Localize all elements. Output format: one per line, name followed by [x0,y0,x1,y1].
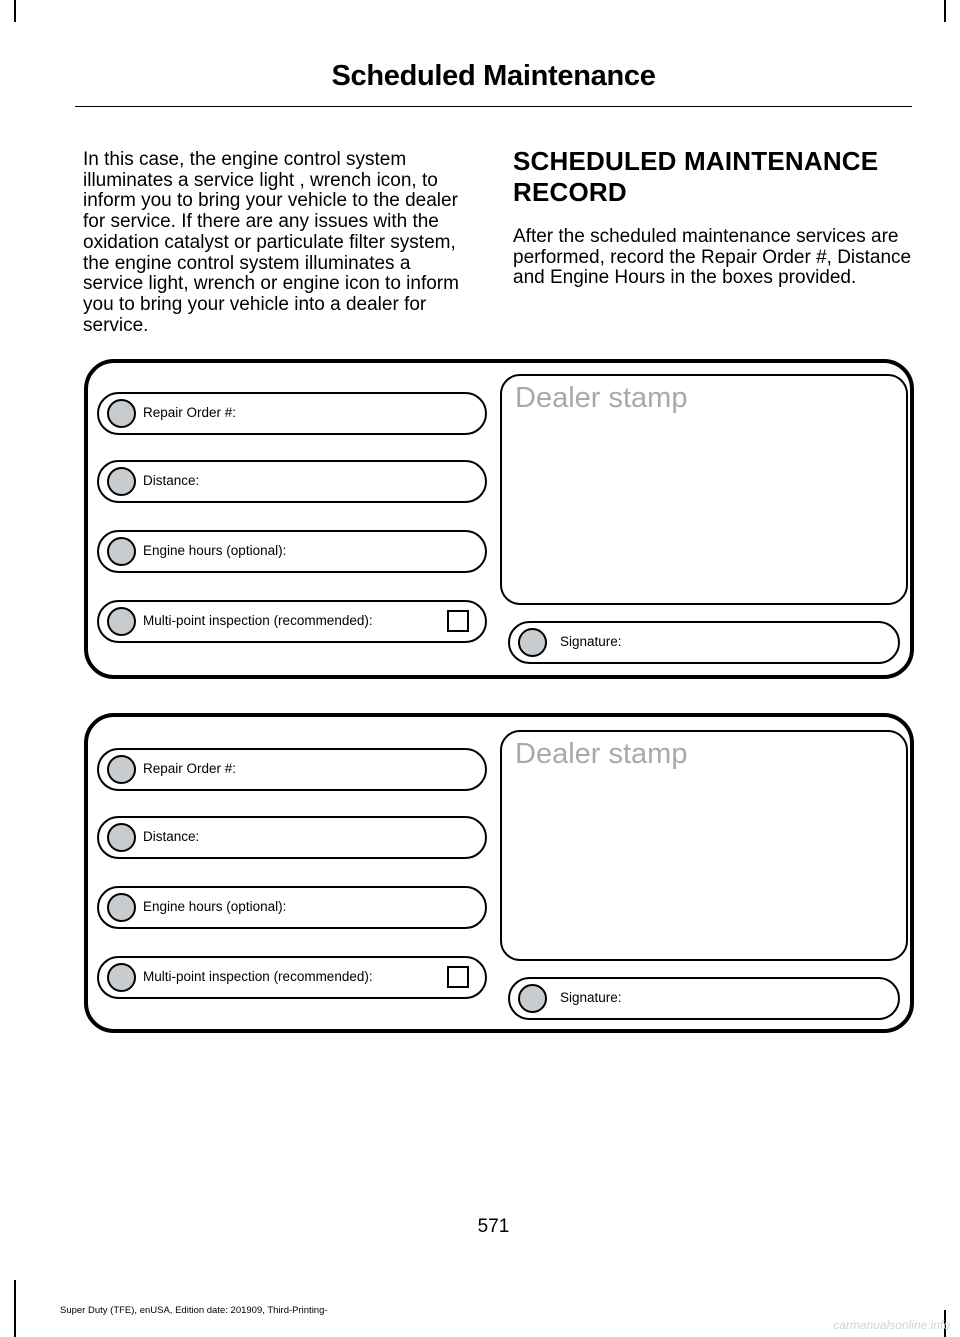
repair-order-label: Repair Order #: [143,761,237,776]
dealer-stamp-box [500,730,908,961]
distance-field[interactable] [97,460,487,503]
repair-order-field[interactable] [97,748,487,791]
dealer-stamp-box [500,374,908,605]
circle-icon [107,893,136,922]
intro-paragraph: In this case, the engine control system illuminates a service light , wrench icon, to inform you to bring your vehicle to the dealer for service. If there are any issues with the oxidation catalyst or particulate filter system, the engine control system illuminates a service light, wrench or engine icon to inform you to bring your vehicle into a dealer for service. [83,149,459,336]
circle-icon [107,963,136,992]
repair-order-field[interactable] [97,392,487,435]
inspection-field [97,956,487,999]
signature-label: Signature: [560,990,622,1005]
header-divider [75,106,912,107]
circle-icon [518,984,547,1013]
crop-mark-bottom-left [14,1280,16,1337]
engine-hours-label: Engine hours (optional): [143,899,287,914]
circle-icon [107,399,136,428]
circle-icon [107,537,136,566]
maintenance-record-card [84,359,914,679]
inspection-label: Multi-point inspection (recommended): [143,969,373,984]
page-number: 571 [477,1216,510,1237]
circle-icon [107,607,136,636]
dealer-stamp-label: Dealer stamp [515,738,688,770]
engine-hours-field[interactable] [97,886,487,929]
page-title: Scheduled Maintenance [331,60,656,92]
dealer-stamp-label: Dealer stamp [515,382,688,414]
distance-label: Distance: [143,473,200,488]
inspection-checkbox[interactable] [447,966,469,988]
inspection-label: Multi-point inspection (recommended): [143,613,373,628]
engine-hours-field[interactable] [97,530,487,573]
inspection-checkbox[interactable] [447,610,469,632]
signature-field[interactable] [508,621,900,664]
section-heading: SCHEDULED MAINTENANCE RECORD [513,146,879,207]
crop-mark-top-left [14,0,16,22]
signature-label: Signature: [560,634,622,649]
circle-icon [107,755,136,784]
crop-mark-top-right [944,0,946,22]
inspection-field [97,600,487,643]
signature-field[interactable] [508,977,900,1020]
circle-icon [518,628,547,657]
watermark: carmanualsonline.info [833,1318,950,1332]
circle-icon [107,823,136,852]
instructions-paragraph: After the scheduled maintenance services are performed, record the Repair Order #, Distance and Engine Hours in the boxes provided. [513,226,912,289]
distance-label: Distance: [143,829,200,844]
circle-icon [107,467,136,496]
engine-hours-label: Engine hours (optional): [143,543,287,558]
maintenance-record-card [84,713,914,1033]
repair-order-label: Repair Order #: [143,405,237,420]
distance-field[interactable] [97,816,487,859]
edition-info: Super Duty (TFE), enUSA, Edition date: 201909, Third-Printing- [60,1305,328,1316]
